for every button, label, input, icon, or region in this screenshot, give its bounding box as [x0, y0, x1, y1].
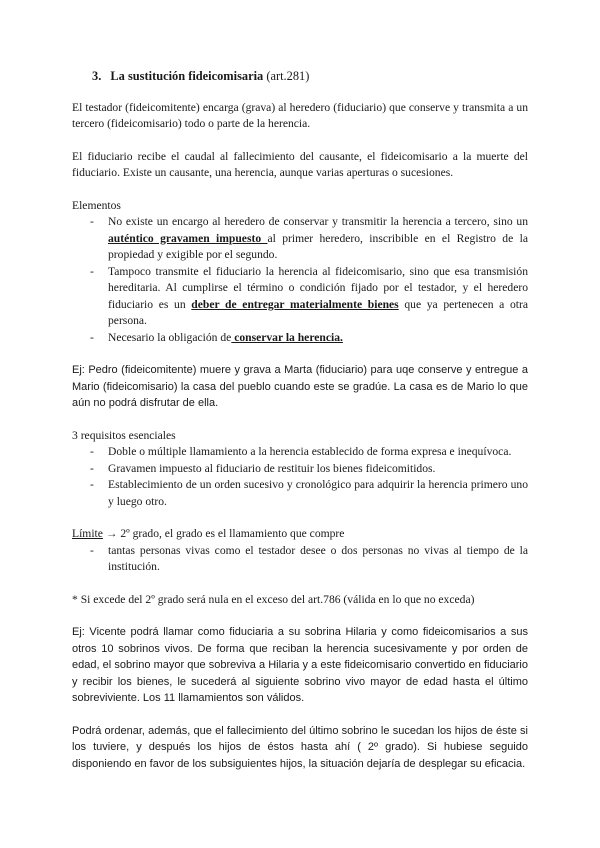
section-heading	[92, 68, 528, 85]
requisitos-label: 3 requisitos esenciales	[72, 428, 176, 442]
requisitos-list	[72, 444, 528, 510]
arrow-icon: →	[105, 527, 118, 540]
section-number: 3.	[92, 69, 102, 83]
limite-list	[72, 543, 528, 576]
list-item: - tantas personas vivas como el testador desee o dos personas no vivas al tiempo de la institución.	[72, 543, 528, 576]
section-ref: (art.281)	[266, 69, 310, 83]
example-vicente: Ej: Vicente podrá llamar como fiduciaria a su sobrina Hilaria y como fideicomisarios a sus otros 10 sobrinos vivos. De forma que reciban la herencia sucesivamente y por orden de edad, el sobrino mayor que sobreviva a Hilaria y a este fideicomisario convertido en fiduciario y recibir los bienes, le sucederá al siguiente sobrino vivo mayor de edad hasta el último sobreviviente. Los 11 llamamientos son válidos.	[72, 626, 528, 704]
limite-line: Límite → 2º grado, el grado es el llamamiento que compre	[72, 527, 345, 540]
limite-label: Límite	[72, 527, 103, 540]
list-item: - No existe un encargo al heredero de conservar y transmitir la herencia a tercero, sino un auténtico gravamen impuesto al primer heredero, inscribible en el Registro de la propiedad y exigible por el segundo.	[72, 214, 528, 264]
paragraph-definition: El testador (fideicomitente) encarga (grava) al heredero (fiduciario) que conserve y transmita a un tercero (fideicomisario) todo o parte de la herencia.	[72, 100, 528, 130]
note-excess: * Si excede del 2º grado será nula en el exceso del art.786 (válida en lo que no exceda)	[72, 592, 475, 606]
elementos-label: Elementos	[72, 198, 121, 212]
list-item: - Doble o múltiple llamamiento a la herencia establecido de forma expresa e inequívoca.	[72, 444, 528, 461]
list-item: - Gravamen impuesto al fiduciario de restituir los bienes fideicomitidos.	[72, 461, 528, 478]
example-pedro: Ej: Pedro (fideicomitente) muere y grava a Marta (fiduciario) para uqe conserve y entregue a Mario (fideicomisario) la casa del pueblo cuando este se gradúe. La casa es de Mario lo que aún no podrá disfrutar de ella.	[72, 364, 528, 409]
list-item: - Establecimiento de un orden sucesivo y cronológico para adquirir la herencia primero uno y luego otro.	[72, 477, 528, 510]
elementos-list	[72, 214, 528, 346]
list-item: - Necesario la obligación de conservar la herencia.	[72, 330, 528, 347]
list-item: - Tampoco transmite el fiduciario la herencia al fideicomisario, sino que esa transmisión hereditaria. Al cumplirse el término o condición fijado por el testador, y el heredero fiduciario es un deber de entregar materialmente bienes que ya pertenecen a otra persona.	[72, 264, 528, 330]
paragraph-fiduciario: El fiduciario recibe el caudal al fallecimiento del causante, el fideicomisario a la muerte del fiduciario. Existe un causante, una herencia, aunque varias aperturas o sucesiones.	[72, 149, 528, 179]
paragraph-final: Podrá ordenar, además, que el fallecimiento del último sobrino le sucedan los hijos de éste si los tuviere, y después los hijos de éstos hasta ahí ( 2º grado). Si hubiese seguido disponiendo en favor de los subsiguientes hijos, la situación dejaría de desplegar su eficacia.	[72, 724, 528, 770]
document-page	[72, 68, 528, 788]
section-title: La sustitución fideicomisaria	[110, 69, 264, 83]
